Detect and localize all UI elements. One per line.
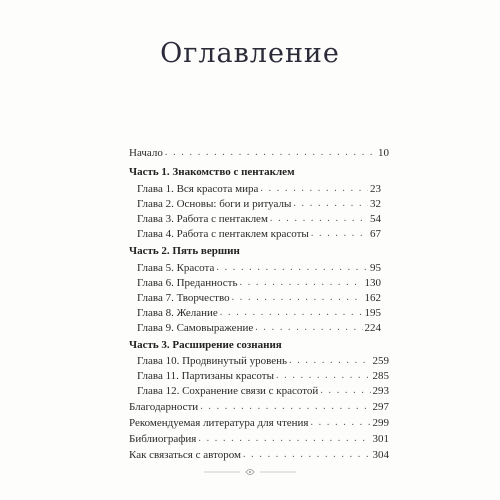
part-3-title[interactable]: Часть 3. Расширение сознания	[129, 339, 282, 351]
dot-leader	[216, 261, 368, 275]
toc-entry-recommended-reading[interactable]	[129, 414, 389, 430]
toc-entry-page: 297	[372, 401, 389, 413]
toc-entry-page: 293	[372, 385, 389, 397]
toc-entry-chapter-6[interactable]	[137, 274, 381, 290]
toc-entry-acknowledgements[interactable]	[129, 398, 389, 414]
toc-entry-intro[interactable]	[129, 144, 389, 160]
toc-entry-label: Как связаться с автором	[129, 449, 241, 461]
toc-entry-label: Глава 1. Вся красота мира	[137, 183, 259, 195]
dot-leader	[165, 146, 376, 160]
toc-entry-label: Глава 12. Сохранение связи с красотой	[137, 385, 319, 397]
dot-leader	[243, 448, 371, 462]
toc-entry-page: 23	[370, 183, 381, 195]
toc-entry-page: 32	[370, 198, 381, 210]
toc-entry-page: 162	[364, 292, 381, 304]
toc-entry-label: Рекомендуемая литература для чтения	[129, 417, 309, 429]
table-of-contents	[129, 0, 389, 500]
dot-leader	[255, 321, 362, 335]
toc-entry-page: 259	[372, 355, 389, 367]
toc-entry-label: Глава 5. Красота	[137, 262, 215, 274]
toc-entry-label: Глава 6. Преданность	[137, 277, 238, 289]
toc-entry-label: Глава 11. Партизаны красоты	[137, 370, 274, 382]
toc-entry-contact-author[interactable]	[129, 446, 389, 462]
toc-entry-chapter-1[interactable]	[137, 180, 381, 196]
dot-leader	[220, 306, 363, 320]
toc-entry-chapter-3[interactable]	[137, 210, 381, 226]
toc-entry-page: 224	[364, 322, 381, 334]
toc-entry-chapter-5[interactable]	[137, 259, 381, 275]
toc-entry-label: Глава 4. Работа с пентаклем красоты	[137, 228, 309, 240]
toc-entry-label: Глава 8. Желание	[137, 307, 218, 319]
toc-entry-label: Глава 9. Самовыражение	[137, 322, 254, 334]
dot-leader	[270, 212, 368, 226]
part-2-title[interactable]: Часть 2. Пять вершин	[129, 245, 240, 257]
toc-entry-page: 130	[364, 277, 381, 289]
toc-entry-label: Библиография	[129, 433, 197, 445]
dot-leader	[198, 432, 370, 446]
toc-entry-chapter-7[interactable]	[137, 289, 381, 305]
part-1-title[interactable]: Часть 1. Знакомство с пентаклем	[129, 166, 295, 178]
toc-entry-chapter-4[interactable]	[137, 225, 381, 241]
toc-entry-bibliography[interactable]	[129, 430, 389, 446]
dot-leader	[293, 197, 368, 211]
dot-leader	[232, 291, 363, 305]
toc-entry-page: 299	[372, 417, 389, 429]
dot-leader	[240, 276, 363, 290]
toc-entry-page: 95	[370, 262, 381, 274]
toc-entry-label: Глава 3. Работа с пентаклем	[137, 213, 268, 225]
toc-entry-label: Глава 2. Основы: боги и ритуалы	[137, 198, 292, 210]
toc-entry-chapter-8[interactable]	[137, 304, 381, 320]
dot-leader	[276, 369, 371, 383]
dot-leader	[260, 182, 368, 196]
toc-entry-label: Благодарности	[129, 401, 199, 413]
toc-entry-page: 304	[372, 449, 389, 461]
toc-entry-page: 10	[378, 147, 389, 159]
page-title: Оглавление	[160, 38, 340, 69]
toc-entry-page: 285	[372, 370, 389, 382]
dot-leader	[311, 227, 368, 241]
toc-entry-chapter-2[interactable]	[137, 195, 381, 211]
dot-leader	[200, 400, 370, 414]
toc-entry-page: 301	[372, 433, 389, 445]
toc-entry-label: Глава 10. Продвинутый уровень	[137, 355, 288, 367]
dot-leader	[320, 384, 370, 398]
toc-entry-page: 54	[370, 213, 381, 225]
toc-entry-page: 67	[370, 228, 381, 240]
toc-entry-chapter-12[interactable]	[137, 382, 389, 398]
toc-entry-chapter-11[interactable]	[137, 367, 389, 383]
toc-entry-label: Начало	[129, 147, 163, 159]
toc-entry-chapter-9[interactable]	[137, 319, 381, 335]
decorative-footer-ornament-icon	[200, 466, 300, 478]
toc-entry-page: 195	[364, 307, 381, 319]
toc-entry-chapter-10[interactable]	[137, 352, 389, 368]
dot-leader	[310, 416, 370, 430]
dot-leader	[289, 354, 370, 368]
toc-entry-label: Глава 7. Творчество	[137, 292, 230, 304]
